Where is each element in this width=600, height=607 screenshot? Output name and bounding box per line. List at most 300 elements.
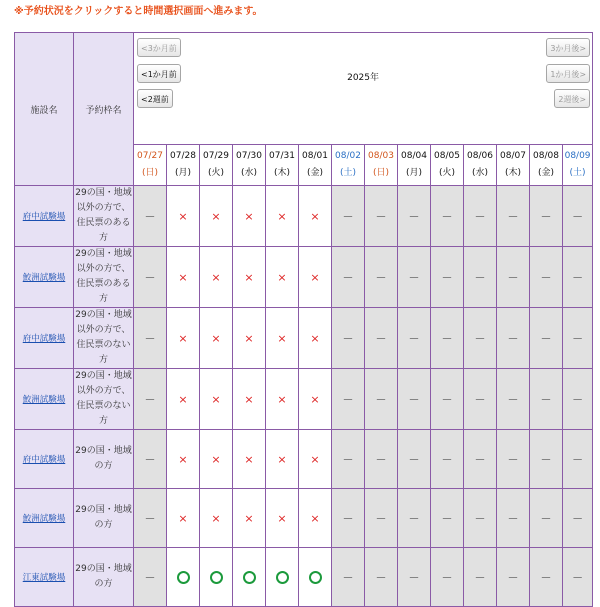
availability-cell-closed <box>497 308 530 369</box>
closed-dash-icon: － <box>572 453 584 466</box>
closed-dash-icon: － <box>507 571 519 584</box>
slot-name-cell <box>74 430 134 489</box>
slot-name-line: 以外の方で、 <box>76 325 131 335</box>
availability-cell-closed <box>530 247 563 308</box>
day-weekday: (金) <box>306 168 324 178</box>
closed-dash-icon: － <box>408 571 420 584</box>
table-row <box>15 369 593 430</box>
slot-name-line: 住民票のある <box>76 279 131 289</box>
availability-cell-full <box>200 489 233 548</box>
availability-cell-closed <box>365 308 398 369</box>
slot-name-line: 29の国・地域 <box>75 564 132 574</box>
availability-cell-closed <box>464 186 497 247</box>
availability-cell-closed <box>365 186 398 247</box>
availability-cell-full <box>266 247 299 308</box>
closed-dash-icon: － <box>342 271 354 284</box>
day-weekday: (月) <box>405 168 423 178</box>
full-cross-icon: × <box>310 392 320 406</box>
closed-dash-icon: － <box>540 210 552 223</box>
availability-cell-full <box>266 489 299 548</box>
slot-header: 予約枠名 <box>74 33 134 186</box>
table-row <box>15 548 593 607</box>
availability-cell-closed <box>530 308 563 369</box>
availability-cell-closed <box>497 369 530 430</box>
facility-cell <box>15 369 74 430</box>
closed-dash-icon: － <box>144 210 156 223</box>
availability-cell-closed <box>134 430 167 489</box>
prev-2-weeks-button[interactable]: <2週前 <box>137 89 173 108</box>
closed-dash-icon: － <box>441 571 453 584</box>
availability-cell-full <box>233 247 266 308</box>
closed-dash-icon: － <box>441 210 453 223</box>
closed-dash-icon: － <box>375 393 387 406</box>
availability-cell-full <box>299 489 332 548</box>
availability-cell-closed <box>497 247 530 308</box>
full-cross-icon: × <box>277 331 287 345</box>
slot-name-line: 29の国・地域 <box>75 249 132 259</box>
availability-cell-full <box>167 247 200 308</box>
availability-cell-full <box>167 308 200 369</box>
slot-name-line: 以外の方で、 <box>76 203 131 213</box>
slot-name-cell <box>74 369 134 430</box>
full-cross-icon: × <box>244 209 254 223</box>
availability-cell-closed <box>563 247 593 308</box>
closed-dash-icon: － <box>375 332 387 345</box>
facility-cell <box>15 186 74 247</box>
day-header <box>134 145 167 186</box>
closed-dash-icon: － <box>342 571 354 584</box>
day-header <box>497 145 530 186</box>
closed-dash-icon: － <box>375 453 387 466</box>
facility-header: 施設名 <box>15 33 74 186</box>
availability-cell-closed <box>134 489 167 548</box>
slot-name-line: 方 <box>98 416 108 426</box>
availability-cell-closed <box>431 489 464 548</box>
availability-cell-closed <box>398 247 431 308</box>
closed-dash-icon: － <box>474 210 486 223</box>
closed-dash-icon: － <box>342 393 354 406</box>
availability-cell-closed <box>497 489 530 548</box>
prev-3-months-button[interactable]: <3か月前 <box>137 38 181 57</box>
availability-cell-full <box>266 369 299 430</box>
day-weekday: (水) <box>240 168 258 178</box>
table-row <box>15 489 593 548</box>
facility-link[interactable]: 江東試験場 <box>22 573 66 583</box>
day-header <box>398 145 431 186</box>
availability-cell-full <box>233 430 266 489</box>
closed-dash-icon: － <box>441 453 453 466</box>
facility-link[interactable]: 府中試験場 <box>22 334 66 344</box>
availability-cell-full <box>167 489 200 548</box>
closed-dash-icon: － <box>441 512 453 525</box>
full-cross-icon: × <box>178 511 188 525</box>
availability-cell-closed <box>365 369 398 430</box>
closed-dash-icon: － <box>572 332 584 345</box>
full-cross-icon: × <box>211 511 221 525</box>
availability-cell-full <box>266 308 299 369</box>
full-cross-icon: × <box>277 209 287 223</box>
availability-cell-closed <box>530 548 563 607</box>
full-cross-icon: × <box>310 511 320 525</box>
table-row <box>15 247 593 308</box>
availability-cell-closed <box>563 489 593 548</box>
facility-link[interactable]: 鮫洲試験場 <box>22 273 66 283</box>
calendar-navigation <box>134 33 593 145</box>
closed-dash-icon: － <box>408 332 420 345</box>
slot-name-line: 29の国・地域 <box>75 446 132 456</box>
closed-dash-icon: － <box>474 271 486 284</box>
availability-cell-closed <box>464 430 497 489</box>
slot-name-line: 方 <box>98 355 108 365</box>
closed-dash-icon: － <box>474 332 486 345</box>
facility-link[interactable]: 鮫洲試験場 <box>22 514 66 524</box>
closed-dash-icon: － <box>342 332 354 345</box>
next-2-weeks-button[interactable]: 2週後> <box>554 89 590 108</box>
day-date: 08/03 <box>368 151 394 161</box>
available-circle-icon <box>210 571 223 584</box>
availability-cell-closed <box>134 247 167 308</box>
day-date: 08/04 <box>401 151 427 161</box>
closed-dash-icon: － <box>144 512 156 525</box>
availability-cell-closed <box>563 369 593 430</box>
full-cross-icon: × <box>211 209 221 223</box>
closed-dash-icon: － <box>408 210 420 223</box>
full-cross-icon: × <box>310 452 320 466</box>
slot-name-line: 29の国・地域 <box>75 310 132 320</box>
facility-cell <box>15 308 74 369</box>
slot-name-line: 住民票のない <box>76 401 131 411</box>
full-cross-icon: × <box>310 270 320 284</box>
closed-dash-icon: － <box>408 393 420 406</box>
slot-name-line: 以外の方で、 <box>76 386 131 396</box>
availability-cell-closed <box>497 430 530 489</box>
facility-cell <box>15 489 74 548</box>
slot-name-line: 29の国・地域 <box>75 371 132 381</box>
facility-cell <box>15 430 74 489</box>
availability-cell-closed <box>530 186 563 247</box>
prev-1-month-button[interactable]: <1か月前 <box>137 64 181 83</box>
closed-dash-icon: － <box>408 271 420 284</box>
availability-cell-closed <box>431 186 464 247</box>
day-header <box>563 145 593 186</box>
day-weekday: (金) <box>537 168 555 178</box>
availability-cell-closed <box>464 489 497 548</box>
slot-name-line: 以外の方で、 <box>76 264 131 274</box>
availability-cell-closed <box>431 308 464 369</box>
availability-cell-closed <box>134 369 167 430</box>
closed-dash-icon: － <box>540 271 552 284</box>
slot-name-cell <box>74 308 134 369</box>
availability-cell-closed <box>431 369 464 430</box>
full-cross-icon: × <box>310 209 320 223</box>
availability-cell-full <box>200 369 233 430</box>
slot-name-line: の方 <box>94 579 113 589</box>
slot-name-cell <box>74 489 134 548</box>
full-cross-icon: × <box>244 331 254 345</box>
availability-cell-closed <box>464 369 497 430</box>
availability-cell-closed <box>563 186 593 247</box>
day-header <box>431 145 464 186</box>
availability-cell-closed <box>332 247 365 308</box>
full-cross-icon: × <box>178 331 188 345</box>
closed-dash-icon: － <box>540 453 552 466</box>
availability-cell-full <box>200 247 233 308</box>
slot-name-line: 29の国・地域 <box>75 188 132 198</box>
closed-dash-icon: － <box>572 571 584 584</box>
day-header <box>233 145 266 186</box>
full-cross-icon: × <box>178 270 188 284</box>
closed-dash-icon: － <box>474 453 486 466</box>
closed-dash-icon: － <box>342 453 354 466</box>
facility-link[interactable]: 鮫洲試験場 <box>22 395 66 405</box>
available-circle-icon <box>177 571 190 584</box>
closed-dash-icon: － <box>144 332 156 345</box>
availability-cell-full <box>299 369 332 430</box>
closed-dash-icon: － <box>441 393 453 406</box>
availability-cell-closed <box>530 430 563 489</box>
closed-dash-icon: － <box>144 271 156 284</box>
slot-name-line: 方 <box>98 294 108 304</box>
full-cross-icon: × <box>244 511 254 525</box>
slot-name-cell <box>74 548 134 607</box>
full-cross-icon: × <box>211 270 221 284</box>
availability-cell-available[interactable] <box>200 548 233 607</box>
available-circle-icon <box>276 571 289 584</box>
facility-cell <box>15 548 74 607</box>
available-circle-icon <box>243 571 256 584</box>
slot-name-line: 方 <box>98 233 108 243</box>
availability-cell-closed <box>365 430 398 489</box>
availability-cell-closed <box>365 489 398 548</box>
availability-cell-full <box>200 308 233 369</box>
availability-cell-full <box>299 247 332 308</box>
facility-link[interactable]: 府中試験場 <box>22 212 66 222</box>
availability-cell-closed <box>398 369 431 430</box>
closed-dash-icon: － <box>441 271 453 284</box>
day-header <box>464 145 497 186</box>
full-cross-icon: × <box>178 392 188 406</box>
closed-dash-icon: － <box>507 210 519 223</box>
availability-cell-closed <box>398 489 431 548</box>
full-cross-icon: × <box>277 452 287 466</box>
closed-dash-icon: － <box>375 271 387 284</box>
day-weekday: (木) <box>504 168 522 178</box>
availability-cell-available[interactable] <box>266 548 299 607</box>
day-date: 07/27 <box>137 151 163 161</box>
day-weekday: (月) <box>174 168 192 178</box>
day-weekday: (日) <box>141 168 159 178</box>
day-header <box>365 145 398 186</box>
day-date: 08/07 <box>500 151 526 161</box>
closed-dash-icon: － <box>375 571 387 584</box>
day-date: 07/30 <box>236 151 262 161</box>
slot-name-line: 住民票のない <box>76 340 131 350</box>
availability-cell-closed <box>134 548 167 607</box>
full-cross-icon: × <box>277 270 287 284</box>
availability-cell-full <box>266 186 299 247</box>
availability-cell-full <box>233 369 266 430</box>
day-header <box>200 145 233 186</box>
availability-cell-closed <box>563 548 593 607</box>
day-date: 08/08 <box>533 151 559 161</box>
closed-dash-icon: － <box>540 571 552 584</box>
availability-cell-closed <box>431 247 464 308</box>
availability-cell-full <box>233 308 266 369</box>
full-cross-icon: × <box>211 392 221 406</box>
availability-cell-closed <box>365 247 398 308</box>
availability-cell-closed <box>398 430 431 489</box>
availability-cell-closed <box>332 489 365 548</box>
availability-cell-closed <box>530 489 563 548</box>
availability-cell-full <box>299 186 332 247</box>
notice-text: ※予約状況をクリックすると時間選択画面へ進みます。 <box>14 6 263 17</box>
availability-cell-full <box>233 489 266 548</box>
table-row <box>15 186 593 247</box>
availability-cell-closed <box>464 308 497 369</box>
closed-dash-icon: － <box>540 393 552 406</box>
closed-dash-icon: － <box>572 210 584 223</box>
closed-dash-icon: － <box>474 571 486 584</box>
closed-dash-icon: － <box>507 393 519 406</box>
reservation-calendar-table <box>14 32 593 607</box>
day-weekday: (土) <box>339 168 357 178</box>
availability-cell-full <box>299 308 332 369</box>
day-date: 08/09 <box>564 151 591 161</box>
slot-name-line: 住民票のある <box>76 218 131 228</box>
slot-name-line: の方 <box>94 461 113 471</box>
availability-cell-closed <box>563 308 593 369</box>
availability-cell-full <box>266 430 299 489</box>
availability-cell-closed <box>365 548 398 607</box>
day-date: 08/05 <box>434 151 460 161</box>
availability-cell-available[interactable] <box>233 548 266 607</box>
day-weekday: (水) <box>471 168 489 178</box>
availability-cell-closed <box>497 186 530 247</box>
closed-dash-icon: － <box>507 453 519 466</box>
closed-dash-icon: － <box>474 512 486 525</box>
day-header <box>167 145 200 186</box>
closed-dash-icon: － <box>408 512 420 525</box>
full-cross-icon: × <box>277 511 287 525</box>
table-row <box>15 308 593 369</box>
day-date: 08/02 <box>335 151 361 161</box>
availability-cell-closed <box>332 548 365 607</box>
closed-dash-icon: － <box>572 393 584 406</box>
closed-dash-icon: － <box>572 512 584 525</box>
day-header <box>332 145 365 186</box>
full-cross-icon: × <box>178 452 188 466</box>
header-row-nav <box>15 33 593 145</box>
closed-dash-icon: － <box>408 453 420 466</box>
availability-cell-closed <box>464 247 497 308</box>
availability-cell-full <box>167 430 200 489</box>
day-date: 07/28 <box>170 151 196 161</box>
day-date: 08/01 <box>302 151 328 161</box>
full-cross-icon: × <box>244 452 254 466</box>
day-header <box>266 145 299 186</box>
day-weekday: (日) <box>372 168 390 178</box>
full-cross-icon: × <box>244 270 254 284</box>
slot-name-cell <box>74 247 134 308</box>
availability-cell-closed <box>398 186 431 247</box>
facility-cell <box>15 247 74 308</box>
availability-cell-closed <box>398 548 431 607</box>
availability-cell-closed <box>431 430 464 489</box>
closed-dash-icon: － <box>572 271 584 284</box>
slot-name-cell <box>74 186 134 247</box>
availability-cell-closed <box>497 548 530 607</box>
closed-dash-icon: － <box>474 393 486 406</box>
closed-dash-icon: － <box>540 332 552 345</box>
full-cross-icon: × <box>211 452 221 466</box>
availability-cell-full <box>167 186 200 247</box>
availability-cell-closed <box>431 548 464 607</box>
availability-cell-closed <box>563 430 593 489</box>
slot-name-line: の方 <box>94 520 113 530</box>
year-label: 2025年 <box>347 73 380 83</box>
full-cross-icon: × <box>244 392 254 406</box>
closed-dash-icon: － <box>441 332 453 345</box>
full-cross-icon: × <box>277 392 287 406</box>
availability-cell-closed <box>134 186 167 247</box>
facility-link[interactable]: 府中試験場 <box>22 455 66 465</box>
table-row <box>15 430 593 489</box>
closed-dash-icon: － <box>507 512 519 525</box>
availability-cell-closed <box>332 369 365 430</box>
closed-dash-icon: － <box>507 332 519 345</box>
closed-dash-icon: － <box>144 453 156 466</box>
slot-name-line: 29の国・地域 <box>75 505 132 515</box>
day-weekday: (火) <box>438 168 456 178</box>
availability-cell-full <box>200 186 233 247</box>
full-cross-icon: × <box>310 331 320 345</box>
day-weekday: (木) <box>273 168 291 178</box>
closed-dash-icon: － <box>375 210 387 223</box>
availability-cell-closed <box>332 430 365 489</box>
closed-dash-icon: － <box>375 512 387 525</box>
availability-cell-closed <box>134 308 167 369</box>
closed-dash-icon: － <box>144 393 156 406</box>
day-header <box>530 145 563 186</box>
availability-cell-full <box>167 369 200 430</box>
available-circle-icon <box>309 571 322 584</box>
next-3-months-button[interactable]: 3か月後> <box>546 38 590 57</box>
closed-dash-icon: － <box>507 271 519 284</box>
availability-cell-closed <box>530 369 563 430</box>
closed-dash-icon: － <box>144 571 156 584</box>
availability-cell-full <box>299 430 332 489</box>
next-1-month-button[interactable]: 1か月後> <box>546 64 590 83</box>
availability-cell-full <box>233 186 266 247</box>
availability-cell-available[interactable] <box>299 548 332 607</box>
day-weekday: (火) <box>207 168 225 178</box>
availability-cell-closed <box>398 308 431 369</box>
closed-dash-icon: － <box>342 512 354 525</box>
day-date: 07/31 <box>269 151 295 161</box>
full-cross-icon: × <box>178 209 188 223</box>
day-date: 07/29 <box>203 151 229 161</box>
day-weekday: (土) <box>569 168 586 178</box>
day-header <box>299 145 332 186</box>
full-cross-icon: × <box>211 331 221 345</box>
day-date: 08/06 <box>467 151 493 161</box>
availability-cell-closed <box>332 308 365 369</box>
availability-cell-available[interactable] <box>167 548 200 607</box>
closed-dash-icon: － <box>342 210 354 223</box>
availability-cell-full <box>200 430 233 489</box>
availability-cell-closed <box>332 186 365 247</box>
closed-dash-icon: － <box>540 512 552 525</box>
